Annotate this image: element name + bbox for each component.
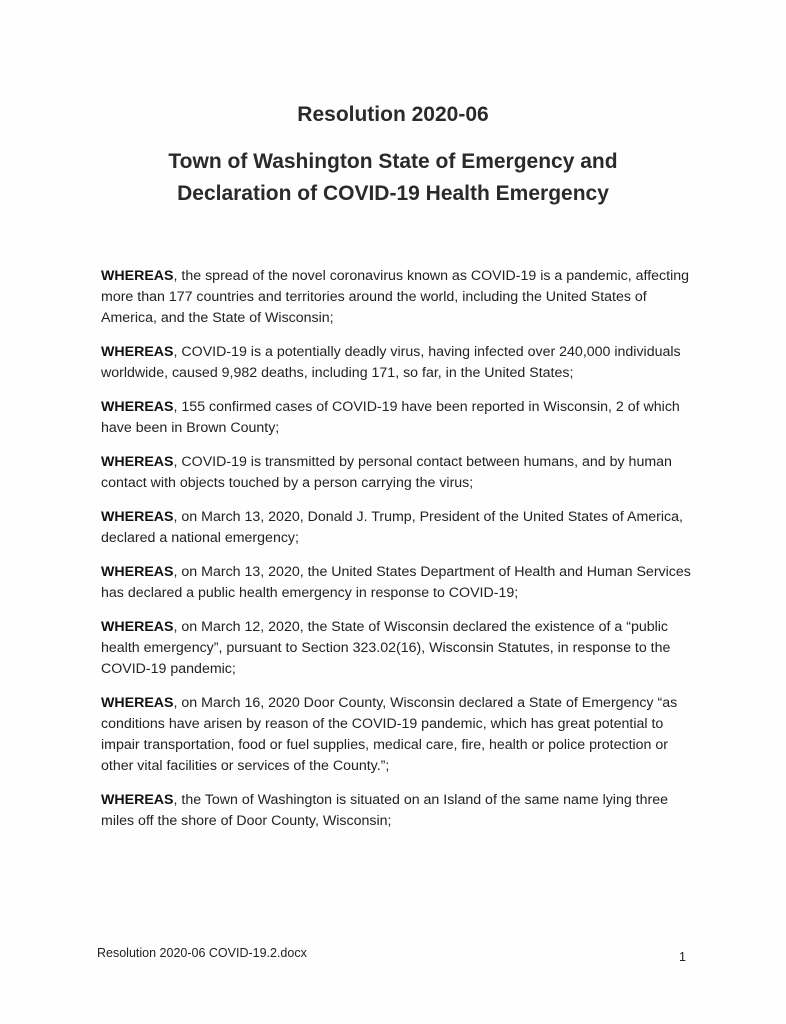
whereas-paragraph xyxy=(101,266,701,329)
whereas-paragraph xyxy=(101,452,701,494)
paragraph-text: , COVID-19 is transmitted by personal contact between humans, and by human contact with objects touched by a person carrying the virus; xyxy=(101,454,672,491)
paragraph-text: , the Town of Washington is situated on an Island of the same name lying three miles off the shore of Door County, Wisconsin; xyxy=(101,792,669,829)
whereas-lead: WHEREAS xyxy=(101,695,174,711)
paragraph-text: , on March 13, 2020, the United States Department of Health and Human Services has declared a public health emergency in response to COVID-19; xyxy=(101,564,691,601)
subtitle-line-2: Declaration of COVID-19 Health Emergency xyxy=(177,182,609,205)
whereas-lead: WHEREAS xyxy=(101,619,174,635)
whereas-paragraph xyxy=(101,617,701,680)
whereas-paragraph xyxy=(101,693,701,777)
whereas-paragraph xyxy=(101,507,701,549)
document-title: Resolution 2020-06 xyxy=(297,103,489,126)
whereas-lead: WHEREAS xyxy=(101,344,174,360)
whereas-lead: WHEREAS xyxy=(101,509,174,525)
footer-filename: Resolution 2020-06 COVID-19.2.docx xyxy=(97,946,307,960)
whereas-lead: WHEREAS xyxy=(101,268,174,284)
paragraph-text: , on March 16, 2020 Door County, Wisconsin declared a State of Emergency “as conditions have arisen by reason of the COVID-19 pandemic, which has great potential to impair transportation, food or fuel supplies, medical care, fire, health or police protection or other vital facilities or services of the County.”; xyxy=(101,695,678,774)
whereas-lead: WHEREAS xyxy=(101,564,174,580)
paragraph-text: , COVID-19 is a potentially deadly virus, having infected over 240,000 individuals worldwide, caused 9,982 deaths, including 171, so far, in the United States; xyxy=(101,344,681,381)
whereas-paragraph xyxy=(101,790,701,832)
whereas-paragraph xyxy=(101,397,701,439)
whereas-lead: WHEREAS xyxy=(101,454,174,470)
paragraph-text: , the spread of the novel coronavirus known as COVID-19 is a pandemic, affecting more than 177 countries and territories around the world, including the United States of America, and the State of Wisconsin; xyxy=(101,268,690,326)
whereas-paragraph xyxy=(101,562,701,604)
document-body xyxy=(101,266,701,845)
whereas-lead: WHEREAS xyxy=(101,792,174,808)
whereas-paragraph xyxy=(101,342,701,384)
page-number: 1 xyxy=(679,950,686,964)
subtitle-line-1: Town of Washington State of Emergency and xyxy=(168,150,618,173)
paragraph-text: , on March 12, 2020, the State of Wisconsin declared the existence of a “public health emergency”, pursuant to Section 323.02(16), Wisconsin Statutes, in response to the COVID-19 pandemic; xyxy=(101,619,671,677)
document-subtitle xyxy=(0,146,786,210)
whereas-lead: WHEREAS xyxy=(101,399,174,415)
paragraph-text: , 155 confirmed cases of COVID-19 have been reported in Wisconsin, 2 of which have been in Brown County; xyxy=(101,399,680,436)
paragraph-text: , on March 13, 2020, Donald J. Trump, President of the United States of America, declared a national emergency; xyxy=(101,509,683,546)
